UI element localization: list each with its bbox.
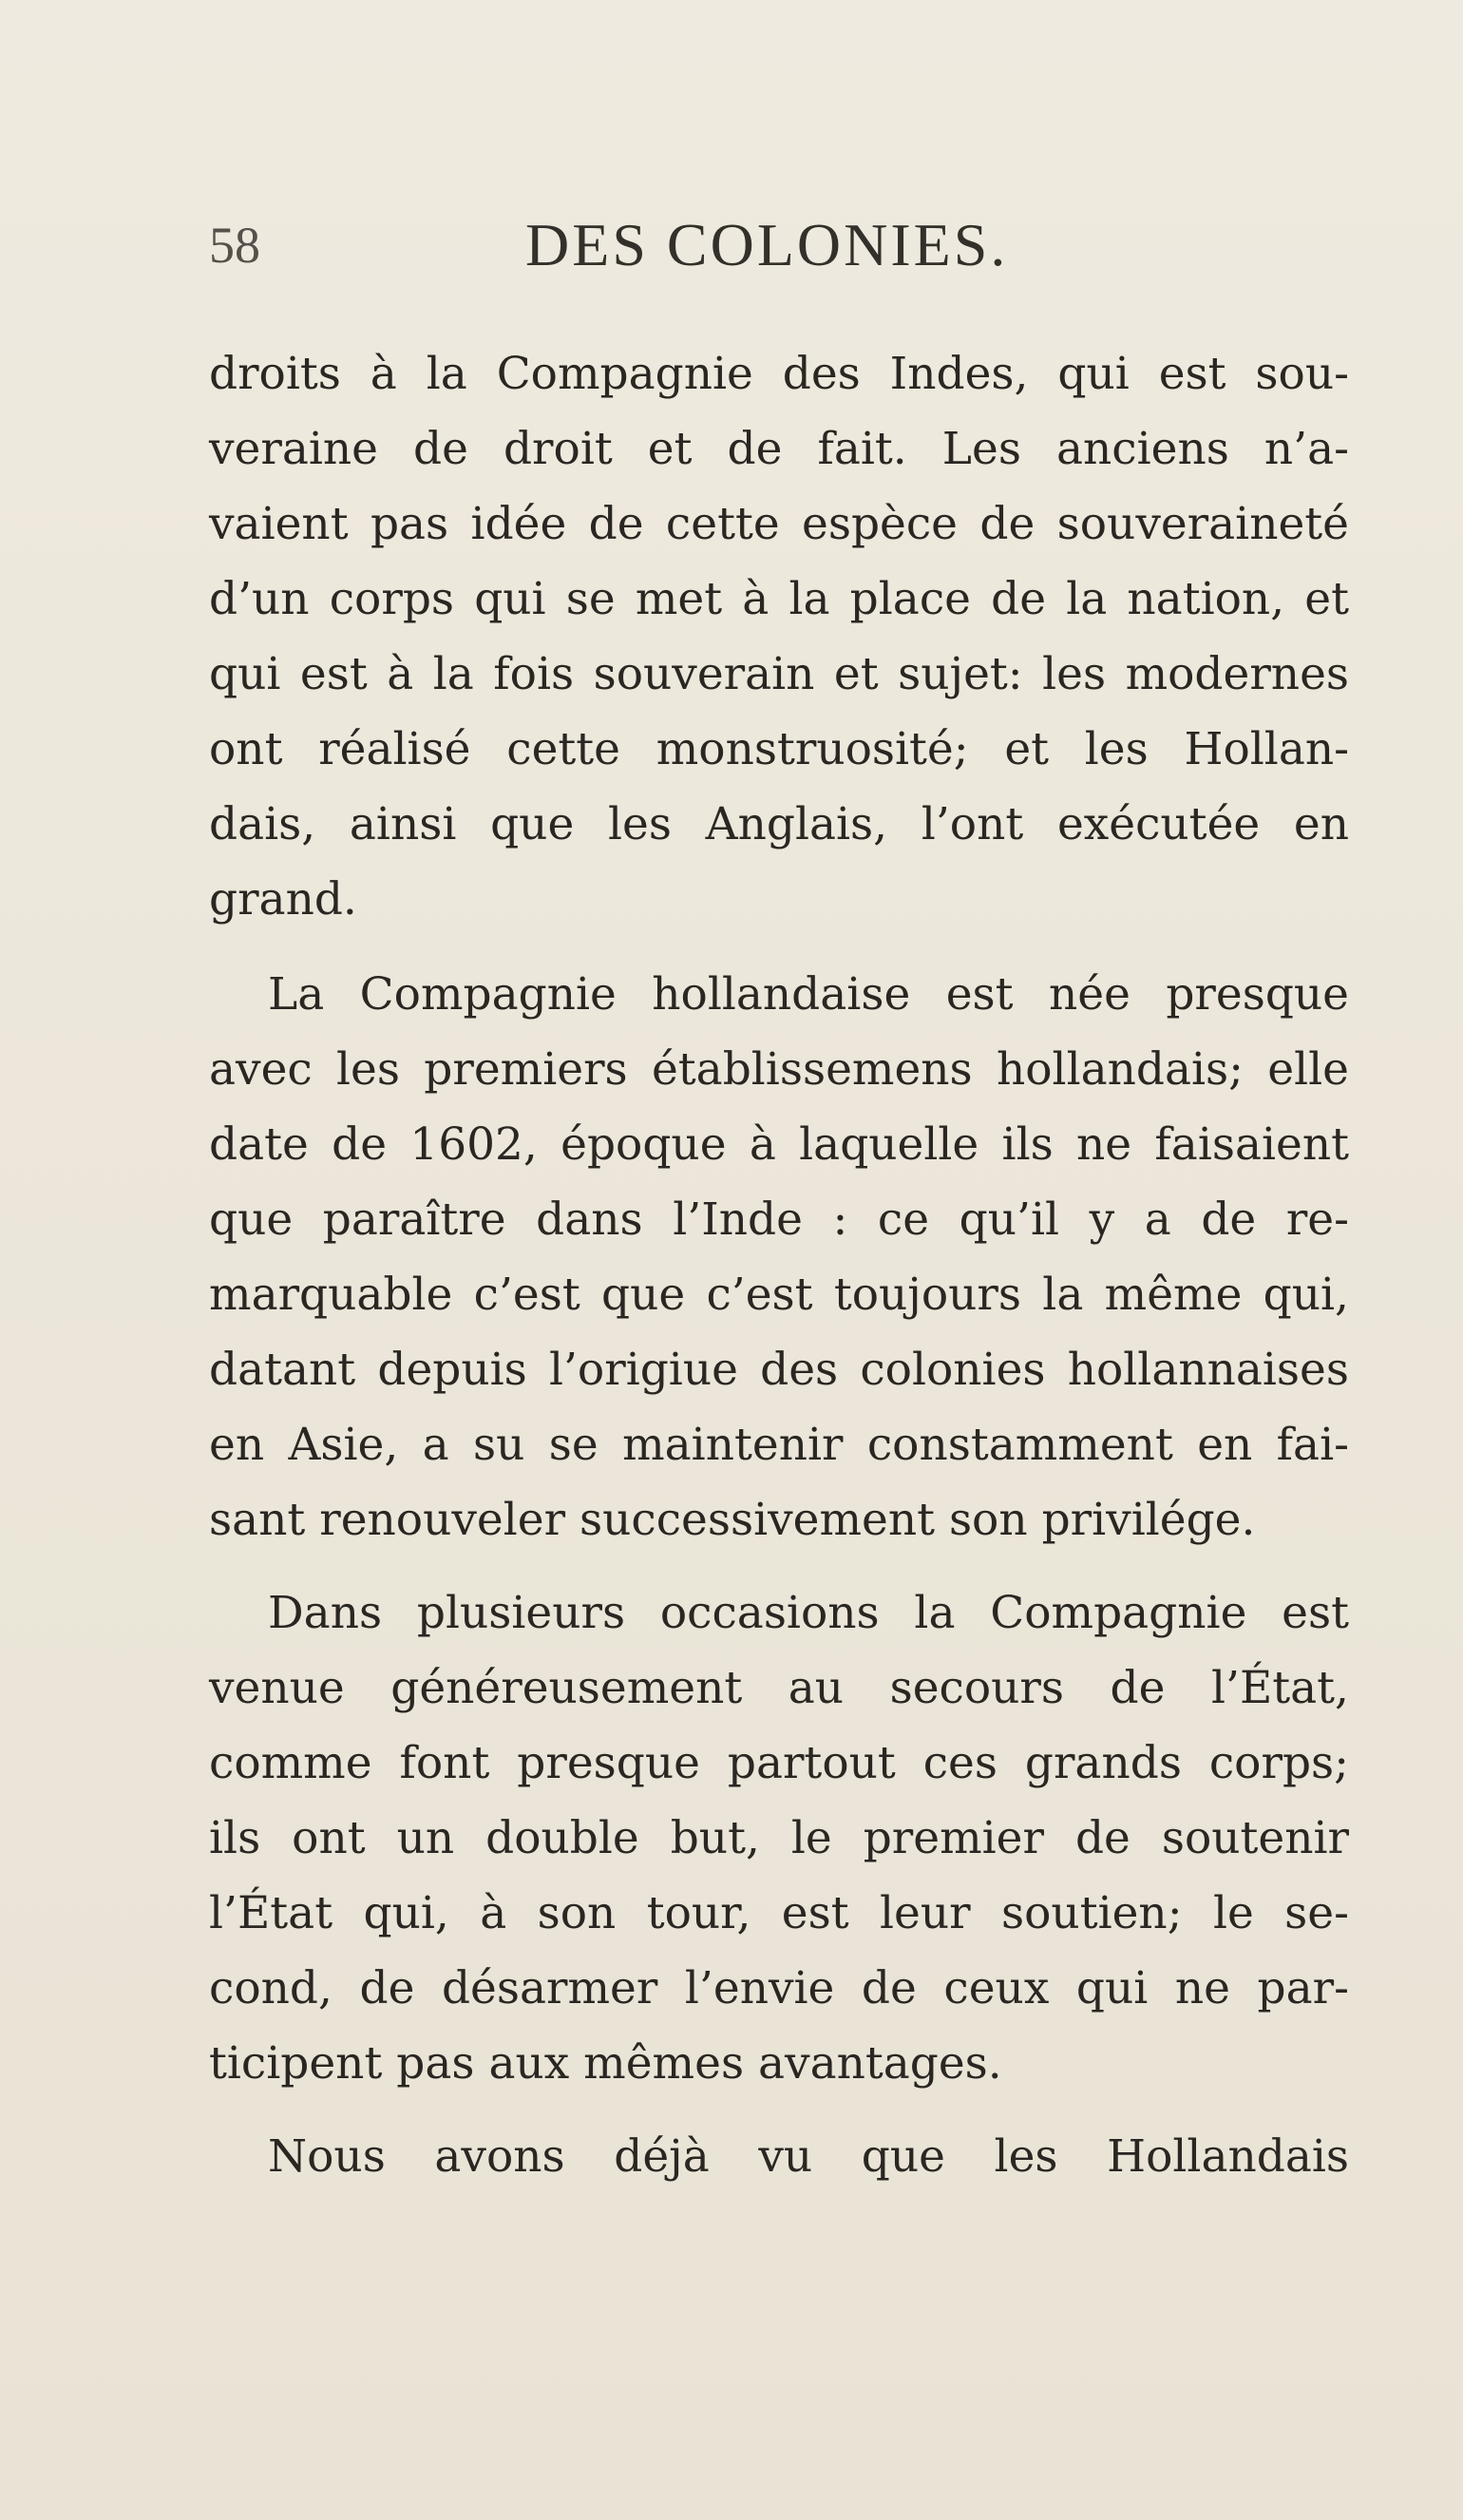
text-line: ont réalisé cette monstruosité; et les Hollan-	[209, 723, 1349, 775]
text-line: datant depuis l’origiue des colonies hollannaises	[209, 1344, 1349, 1396]
text-line: que paraître dans l’Inde : ce qu’il y a de re-	[209, 1193, 1349, 1246]
running-head	[209, 207, 1349, 283]
text-line: comme font presque partout ces grands corps;	[209, 1737, 1349, 1789]
text-line: sant renouveler successivement son privilége.	[209, 1494, 1256, 1546]
paragraph-first-line: La Compagnie hollandaise est née presque	[268, 968, 1349, 1021]
paragraph-first-line: Dans plusieurs occasions la Compagnie est	[268, 1587, 1349, 1639]
page-title: DES COLONIES.	[525, 211, 1009, 278]
text-line: droits à la Compagnie des Indes, qui est sou-	[209, 348, 1349, 400]
text-line: dais, ainsi que les Anglais, l’ont exécutée en	[209, 798, 1349, 850]
text-line: vaient pas idée de cette espèce de souveraineté	[209, 498, 1349, 550]
text-line: date de 1602, époque à laquelle ils ne faisaient	[209, 1118, 1349, 1171]
page-number: 58	[209, 217, 260, 274]
text-line: l’État qui, à son tour, est leur soutien; le se-	[209, 1887, 1349, 1939]
text-line: venue généreusement au secours de l’État,	[209, 1662, 1349, 1714]
text-line: cond, de désarmer l’envie de ceux qui ne par-	[209, 1962, 1349, 2014]
text-line: ticipent pas aux mêmes avantages.	[209, 2037, 1002, 2090]
text-line: qui est à la fois souverain et sujet: les modernes	[209, 648, 1349, 700]
text-line: avec les premiers établissemens hollandais; elle	[209, 1043, 1349, 1096]
text-line: en Asie, a su se maintenir constamment en fai-	[209, 1419, 1349, 1471]
text-line: marquable c’est que c’est toujours la même qui,	[209, 1269, 1349, 1321]
text-line: ils ont un double but, le premier de soutenir	[209, 1812, 1349, 1864]
text-line: d’un corps qui se met à la place de la nation, et	[209, 573, 1349, 625]
text-line: grand.	[209, 873, 357, 926]
paragraph-first-line: Nous avons déjà vu que les Hollandais	[268, 2130, 1349, 2183]
text-line: veraine de droit et de fait. Les anciens n’a-	[209, 423, 1349, 475]
